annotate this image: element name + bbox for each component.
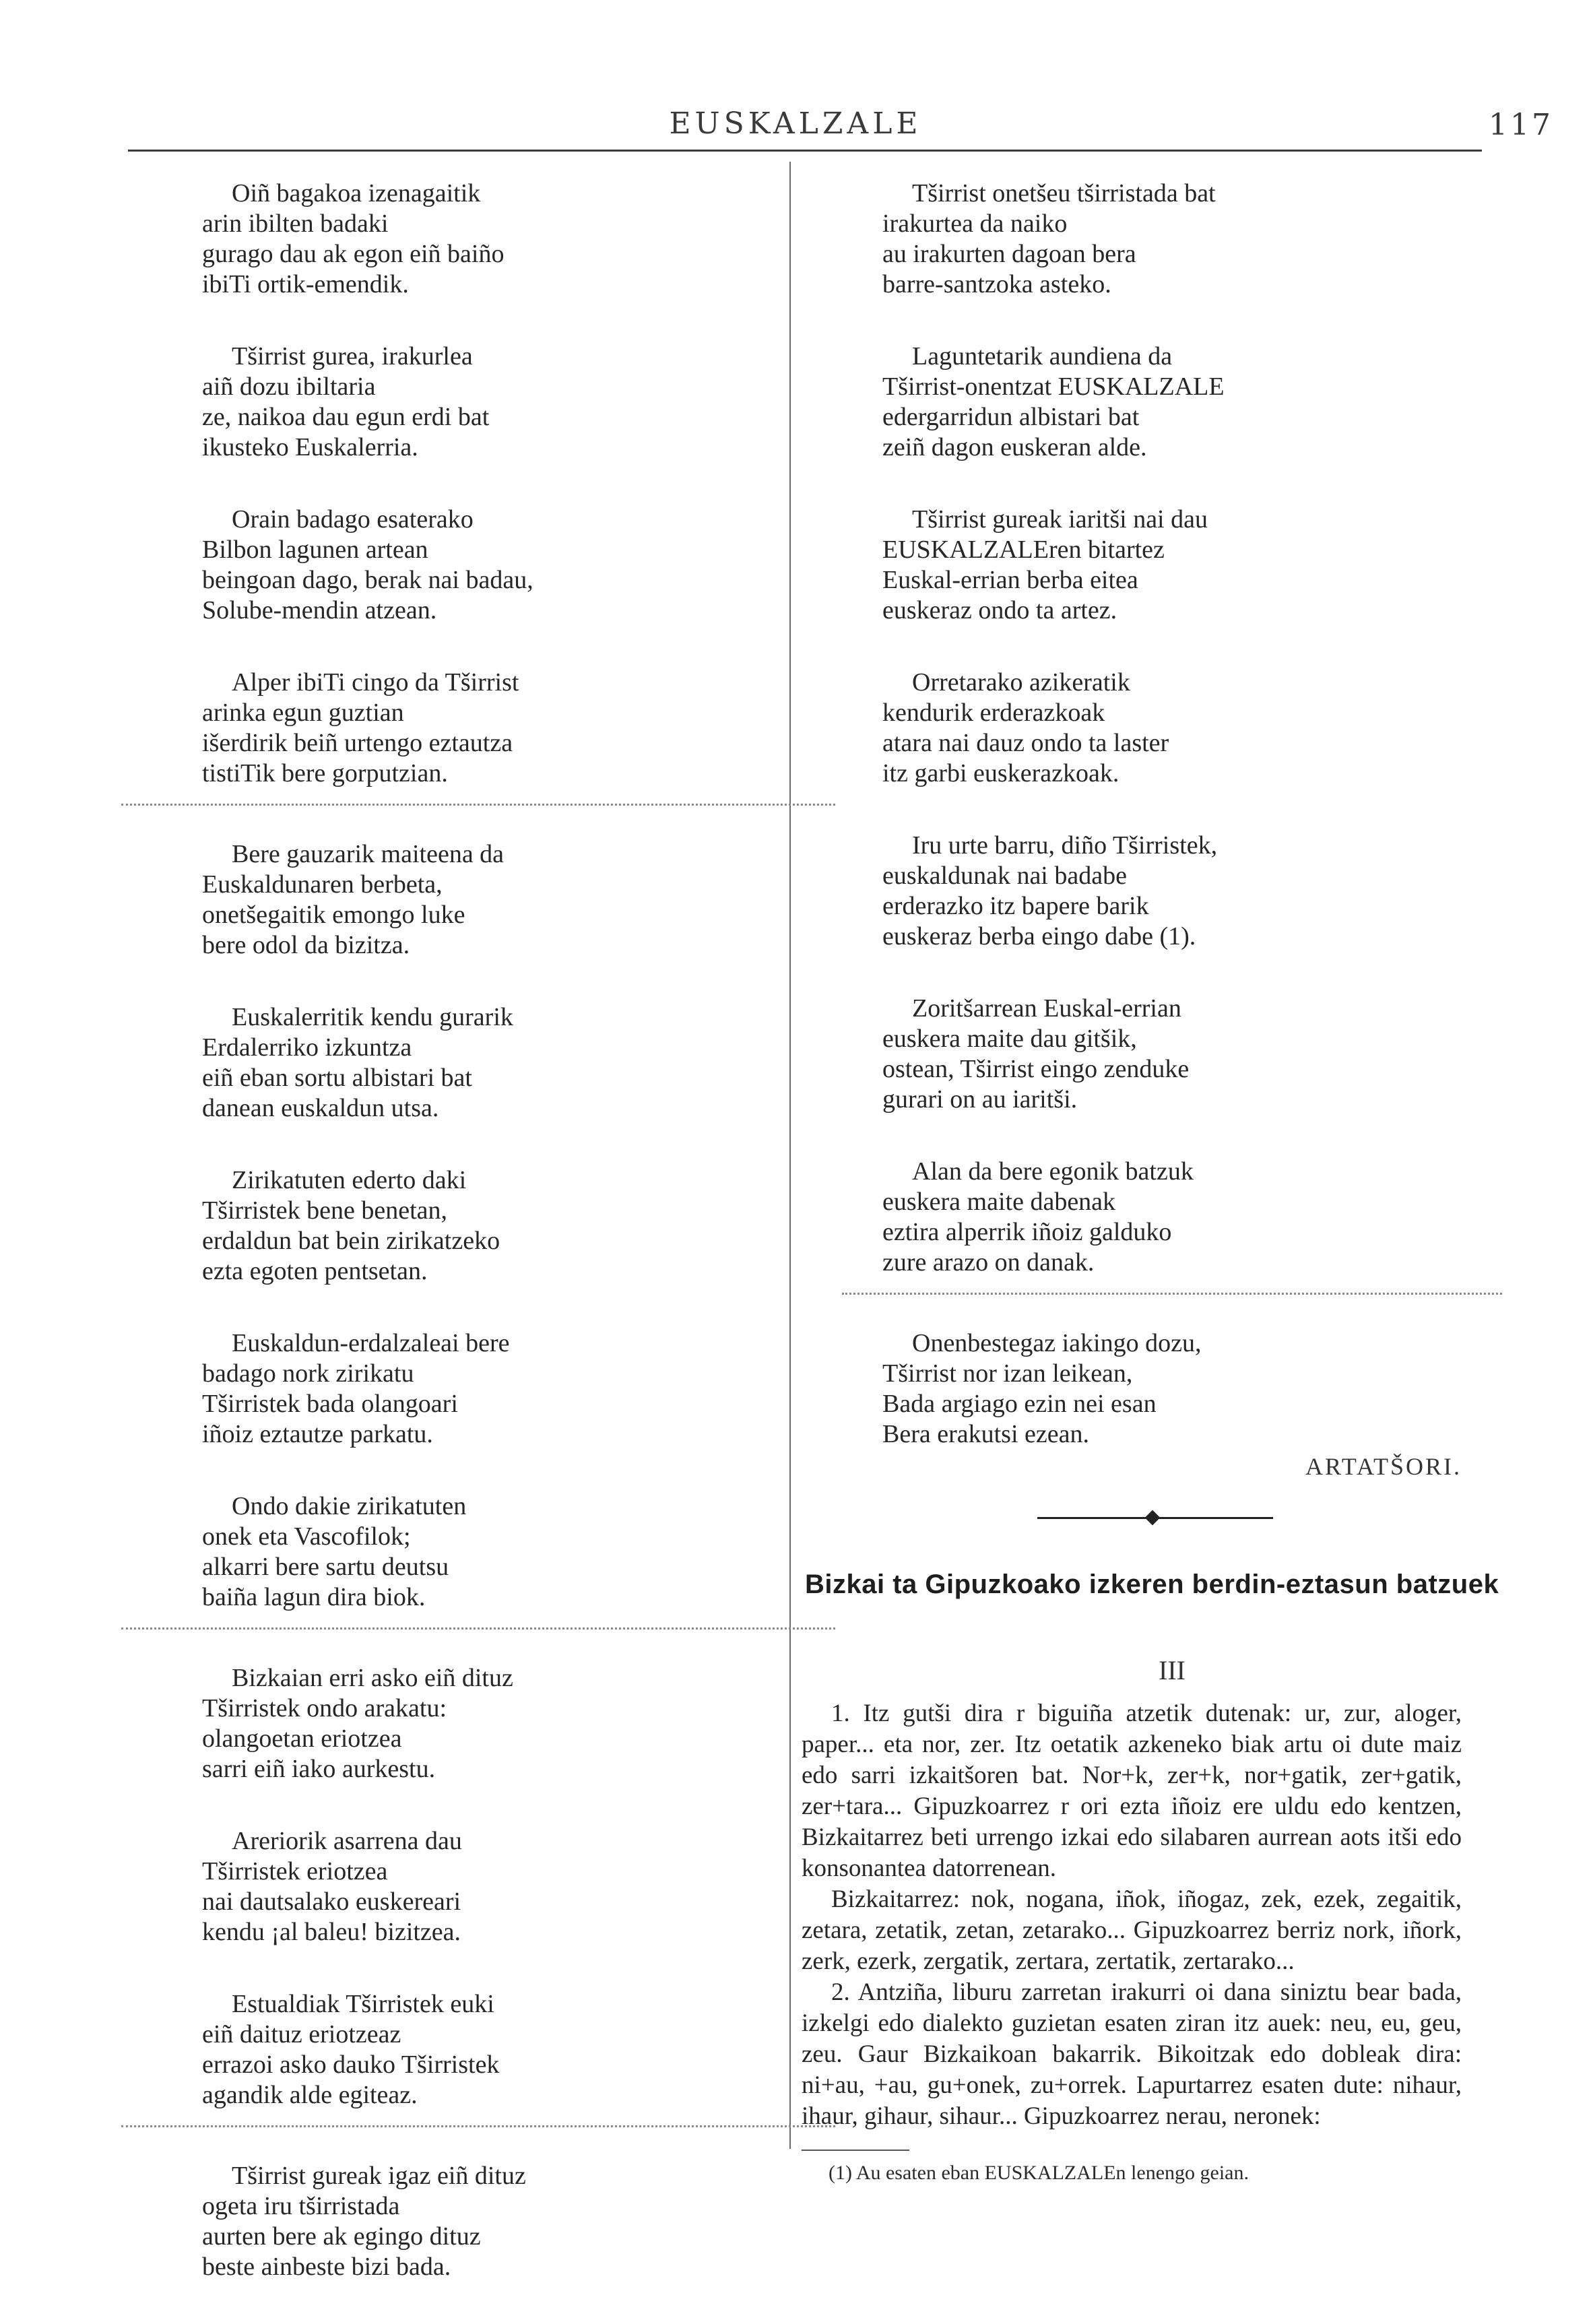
poem-line: tistiTik bere gorputzian. (202, 759, 448, 787)
poem-line: Euskal-errian berba eitea (882, 566, 1138, 594)
footnote-rule (802, 2150, 909, 2151)
poem-line: errazoi asko dauko Tširristek (202, 2051, 500, 2079)
poem-line: aiñ dozu ibiltaria (202, 373, 376, 401)
poem-stanza (202, 1491, 754, 1613)
poem-line: Areriorik asarrena dau (232, 1827, 462, 1855)
poem-line: danean euskaldun utsa. (202, 1094, 439, 1122)
poem-line: euskeraz berba eingo dabe (1). (882, 922, 1196, 950)
poem-line: ikusteko Euskalerria. (202, 433, 418, 461)
poem-line: kendu ¡al baleu! bizitzea. (202, 1918, 461, 1946)
poem-line: Tširrist onetšeu tširristada bat (912, 179, 1216, 207)
poem-line: Ondo dakie zirikatuten (232, 1492, 467, 1520)
poem-line: baiña lagun dira biok. (202, 1583, 426, 1611)
article-body (802, 1698, 1462, 2132)
poem-stanza (202, 1165, 754, 1287)
poem-line: gurago dau ak egon eiñ baiño (202, 240, 505, 268)
article-paragraph: 2. Antziña, liburu zarretan irakurri oi dana siniztu bear bada, izkelgi edo dialekto guzietan esaten ziran itz auek: neu, eu, geu, zeu. Gaur Bizkaikoan bakarrik. Bikoitzak edo dobleak dira: ni+au, +au, gu+onek, zu+orrek. Lapurtarrez esaten dute: nihaur, ihaur, gihaur, sihaur... Gipuzkoarrez nerau, neronek: (802, 1978, 1462, 2130)
poem-stanza (882, 994, 1462, 1115)
poem-line: sarri eiñ iako aurkestu. (202, 1755, 436, 1783)
poem-stanza (202, 1663, 754, 1784)
poem-line: eztira alperrik iñoiz galduko (882, 1218, 1172, 1246)
poem-line: Estualdiak Tširristek euki (232, 1990, 494, 2018)
poem-line: erderazko itz bapere barik (882, 892, 1149, 920)
right-column (802, 179, 1499, 2186)
poem-line: ze, naikoa dau egun erdi bat (202, 403, 490, 431)
poem-stanza (882, 505, 1462, 626)
poem-stanza (202, 179, 754, 300)
poem-line: euskeraz ondo ta artez. (882, 596, 1117, 624)
poem-stanza (882, 342, 1462, 463)
poem-line: Onenbestegaz iakingo dozu, (912, 1329, 1202, 1357)
header-rule (128, 150, 1482, 152)
poem-line: Tširrist gurea, irakurlea (232, 342, 473, 370)
poem-stanza (202, 505, 754, 626)
poem-stanza (202, 839, 754, 961)
poem-line: Euskaldunaren berbeta, (202, 870, 443, 899)
poem-line: Tširristek bene benetan, (202, 1196, 448, 1225)
poem-line: Zoritšarrean Euskal-errian (912, 994, 1181, 1023)
poem-line: Euskalerritik kendu gurarik (232, 1003, 513, 1031)
article-paragraph: 1. Itz gutši dira r biguiña atzetik dutenak: ur, zur, aloger, paper... eta nor, zer. Itz oetatik azkeneko biak artu oi dute maiz edo sarri izkaitšoren bat. Nor+k, zer+k, nor+gatik, zer+gatik, zer+tara... Gipuzkoarrez r ori ezta iñoiz ere uldu edo kentzen, Bizkaitarrez beti urrengo izkai edo silabaren aurrean aots itši edo konsonantea datorrenean. (802, 1700, 1462, 1882)
poem-line: ogeta iru tširristada (202, 2192, 400, 2220)
poem-line: Zirikatuten ederto daki (232, 1166, 467, 1194)
poem-stanza (202, 1989, 754, 2110)
poem-line: Euskaldun-erdalzaleai bere (232, 1329, 510, 1357)
poem-line: Orain badago esaterako (232, 505, 474, 534)
dotted-separator (121, 1627, 835, 1629)
poem-stanza (202, 342, 754, 463)
poem-line: Oiñ bagakoa izenagaitik (232, 179, 481, 207)
column-divider (789, 162, 791, 2149)
left-column (202, 179, 754, 2324)
poem-line: olangoetan eriotzea (202, 1724, 402, 1753)
poem-line: išerdirik beiñ urtengo eztautza (202, 729, 513, 757)
article-section-number: III (1159, 1655, 1186, 1685)
dotted-separator (121, 2125, 835, 2127)
poem-stanza (882, 179, 1462, 300)
poem-line: au irakurten dagoan bera (882, 240, 1136, 268)
poem-line: Tširrist gureak igaz eiñ dituz (232, 2162, 526, 2190)
poem-stanza (202, 1826, 754, 1947)
poem-line: badago nork zirikatu (202, 1359, 414, 1388)
poem-line: Bizkaian erri asko eiñ dituz (232, 1664, 513, 1692)
poem-line: onetšegaitik emongo luke (202, 901, 465, 929)
poem-line: Bere gauzarik maiteena da (232, 840, 505, 868)
poem-line: Tširristek bada olangoari (202, 1390, 458, 1418)
poem-line: Solube-mendin atzean. (202, 596, 437, 624)
poem-line: agandik alde egiteaz. (202, 2081, 418, 2109)
article-paragraph: Bizkaitarrez: nok, nogana, iñok, iñogaz, zek, ezek, zegaitik, zetara, zetatik, zetan, zetarako... Gipuzkoarrez berriz nork, iñork, zerk, ezerk, zergatik, zertara, zertatik, zertarako... (802, 1885, 1462, 1975)
poem-line: zeiñ dagon euskeran alde. (882, 433, 1147, 461)
poem-line: onek eta Vascofilok; (202, 1522, 411, 1551)
poem-line: irakurtea da naiko (882, 209, 1068, 238)
poem-line: Laguntetarik aundiena da (912, 342, 1173, 370)
poem-line: edergarridun albistari bat (882, 403, 1140, 431)
poem-line: alkarri bere sartu deutsu (202, 1553, 449, 1581)
poem-line: eiñ daituz eriotzeaz (202, 2020, 401, 2048)
poem-line: bere odol da bizitza. (202, 931, 410, 959)
poem-line: arin ibilten badaki (202, 209, 389, 238)
poem-line: euskera maite dabenak (882, 1188, 1116, 1216)
poem-line: nai dautsalako euskereari (202, 1887, 461, 1916)
poem-stanza (202, 1328, 754, 1450)
dotted-separator (121, 804, 835, 806)
poem-line: barre-santzoka asteko. (882, 270, 1111, 298)
poem-line: aurten bere ak egingo dituz (202, 2222, 481, 2251)
poem-line: arinka egun guztian (202, 699, 404, 727)
poem-line: iñoiz eztautze parkatu. (202, 1420, 433, 1448)
poem-stanza (882, 1157, 1462, 1278)
poem-line: Bera erakutsi ezean. (882, 1420, 1089, 1448)
poem-line: Tširrist-onentzat EUSKALZALE (882, 373, 1225, 401)
poem-line: Erdalerriko izkuntza (202, 1033, 412, 1062)
poem-stanza (882, 831, 1462, 952)
poem-line: erdaldun bat bein zirikatzeko (202, 1227, 500, 1255)
poem-line: EUSKALZALEren bitartez (882, 536, 1165, 564)
poem-line: Alan da bere egonik batzuk (912, 1157, 1194, 1186)
poem-stanza (202, 1002, 754, 1124)
poem-line: Tširristek eriotzea (202, 1857, 388, 1885)
diamond-icon (1145, 1510, 1161, 1526)
poem-line: beingoan dago, berak nai badau, (202, 566, 533, 594)
poem-line: Orretarako azikeratik (912, 668, 1130, 697)
author-signature: ARTATŠORI. (1305, 1453, 1462, 1480)
poem-line: Bada argiago ezin nei esan (882, 1390, 1157, 1418)
poem-stanza (202, 2161, 754, 2282)
poem-line: gurari on au iaritši. (882, 1085, 1078, 1113)
poem-line: ezta egoten pentsetan. (202, 1257, 428, 1285)
poem-line: zure arazo on danak. (882, 1248, 1095, 1277)
poem-line: euskaldunak nai badabe (882, 862, 1127, 890)
poem-line: ostean, Tširrist eingo zenduke (882, 1055, 1190, 1083)
poem-stanza (882, 668, 1462, 789)
poem-line: kendurik erderazkoak (882, 699, 1105, 727)
dotted-separator (842, 1293, 1502, 1295)
footnote: (1) Au esaten eban EUSKALZALEn lenengo geian. (829, 2162, 1249, 2184)
article-heading: Bizkai ta Gipuzkoako izkeren berdin-eztasun batzuek (805, 1570, 1499, 1599)
running-header: EUSKALZALE (669, 106, 922, 141)
poem-stanza (882, 1328, 1462, 1450)
poem-line: Tširristek ondo arakatu: (202, 1694, 447, 1722)
poem-line: ibiTi ortik-emendik. (202, 270, 409, 298)
poem-line: eiñ eban sortu albistari bat (202, 1064, 472, 1092)
poem-line: beste ainbeste bizi bada. (202, 2253, 451, 2281)
page-number: 117 (1489, 108, 1553, 142)
poem-line: atara nai dauz ondo ta laster (882, 729, 1169, 757)
poem-line: Tširrist gureak iaritši nai dau (912, 505, 1208, 534)
poem-line: Tširrist nor izan leikean, (882, 1359, 1133, 1388)
poem-line: Bilbon lagunen artean (202, 536, 428, 564)
poem-line: euskera maite dau gitšik, (882, 1025, 1137, 1053)
poem-stanza (202, 668, 754, 789)
poem-line: Iru urte barru, diño Tširristek, (912, 831, 1218, 860)
poem-line: Alper ibiTi cingo da Tširrist (232, 668, 519, 697)
poem-line: itz garbi euskerazkoak. (882, 759, 1119, 787)
section-ornament (882, 1508, 1462, 1528)
